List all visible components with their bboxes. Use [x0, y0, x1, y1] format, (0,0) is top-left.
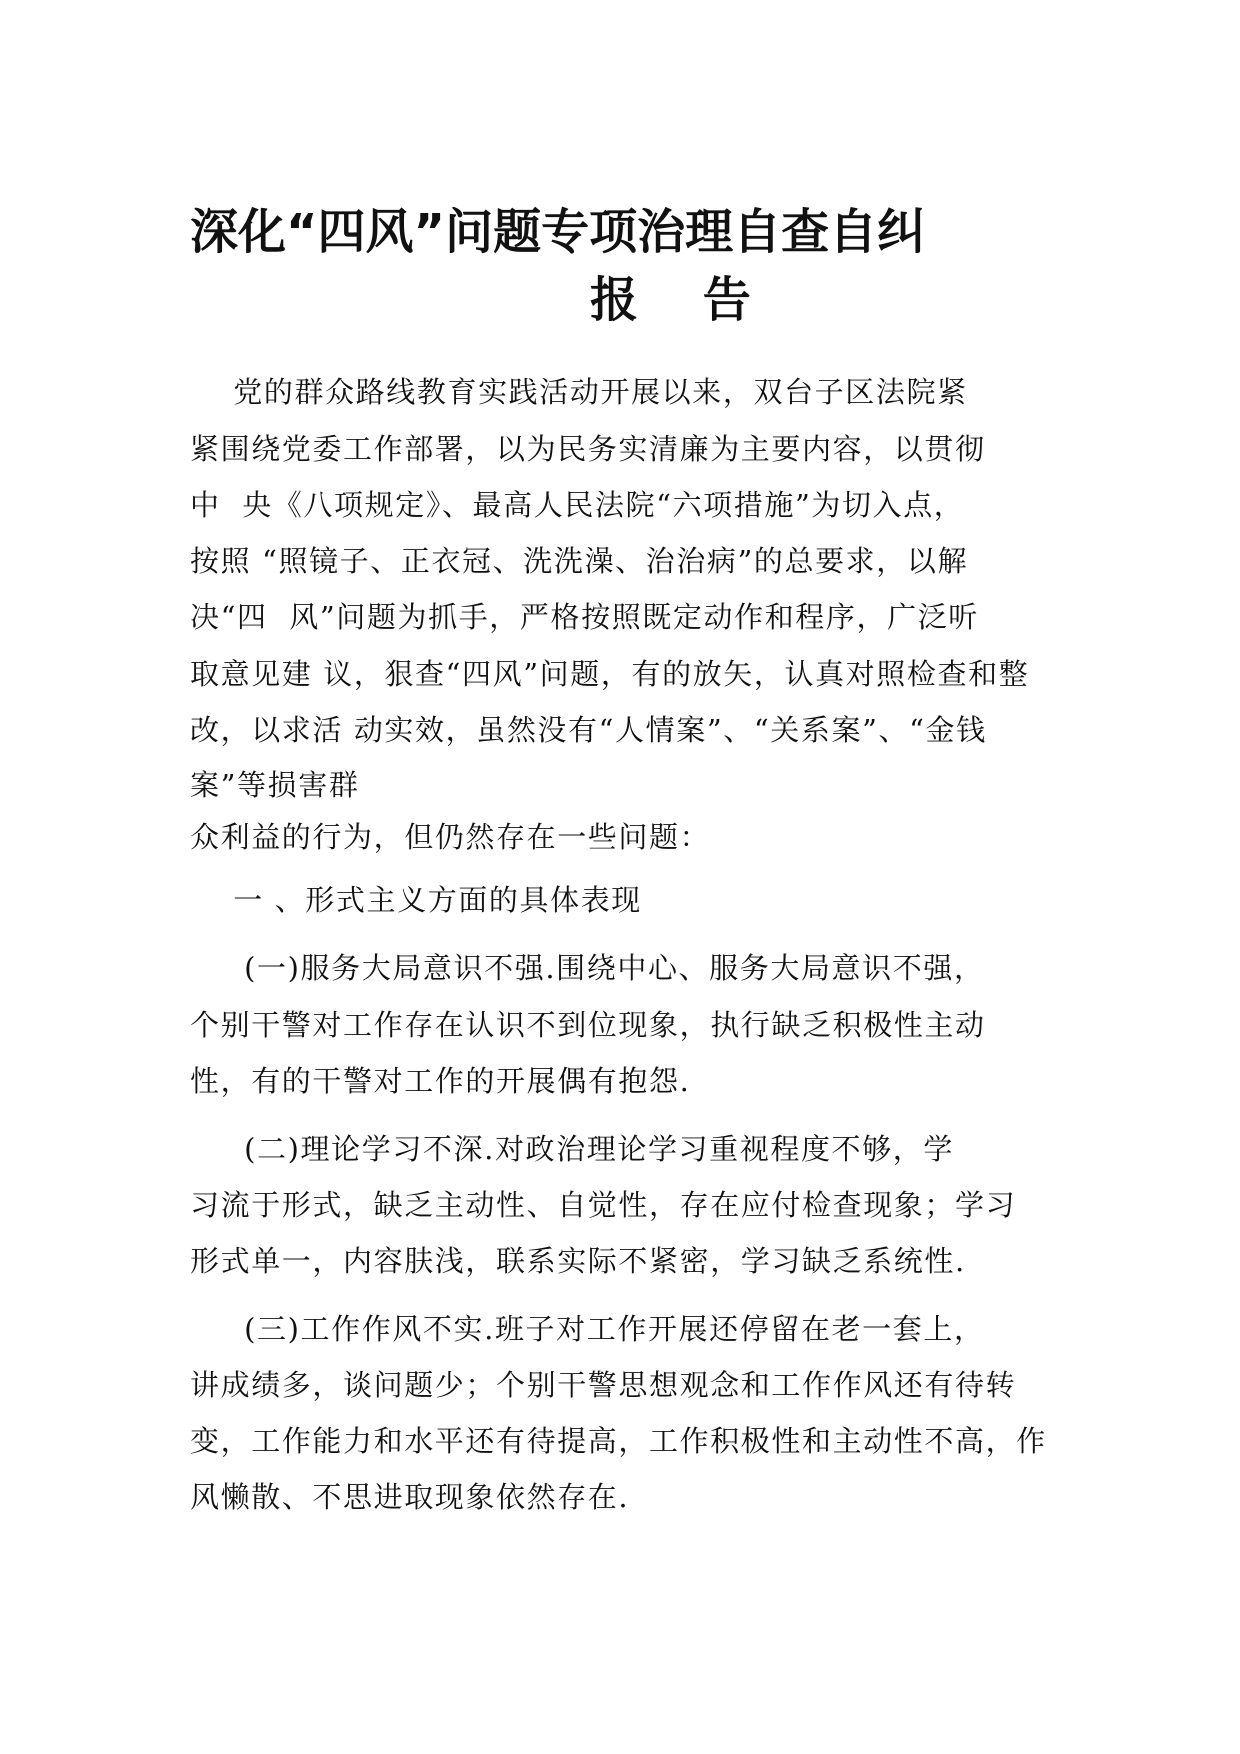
body-line: 讲成绩多，谈问题少；个别干警思想观念和工作作风还有待转: [190, 1368, 1017, 1402]
body-line: 风懒散、不思进取现象依然存在.: [190, 1480, 630, 1514]
body-line: 取意见建 议，狠查“四风”问题，有的放矢，认真对照检查和整: [190, 657, 1030, 691]
body-line: 众利益的行为，但仍然存在一些问题：: [190, 820, 711, 854]
body-line: 形式单一，内容肤浅，联系实际不紧密，学习缺乏系统性.: [190, 1244, 966, 1278]
body-line: 习流于形式，缺乏主动性、自觉性，存在应付检查现象；学习: [190, 1188, 1017, 1222]
title-line-2: 报 告: [590, 272, 775, 328]
body-line: 个别干警对工作存在认识不到位现象，执行缺乏积极性主动: [190, 1008, 986, 1042]
body-line: 改，以求活 动实效，虽然没有“人情案”、“关系案”、“金钱: [190, 713, 987, 747]
body-line: 按照 “照镜子、正衣冠、洗洗澡、治治病”的总要求，以解: [190, 544, 969, 578]
body-line: (二)理论学习不深.对政治理论学习重视程度不够，学: [190, 1132, 954, 1166]
body-line: 性，有的干警对工作的开展偶有抱怨.: [190, 1064, 691, 1098]
body-line: 变，工作能力和水平还有待提高，工作积极性和主动性不高，作: [190, 1424, 1047, 1458]
body-line: 决“四 风”问题为抓手，严格按照既定动作和程序，广泛听: [190, 600, 979, 634]
body-line: 中 央《八项规定》、最高人民法院“六项措施”为切入点，: [190, 488, 965, 522]
body-line: 党的群众路线教育实践活动开展以来，双台子区法院紧: [190, 375, 968, 409]
body-line: (三)工作作风不实.班子对工作开展还停留在老一套上，: [190, 1312, 985, 1346]
body-line: 案”等损害群: [190, 768, 360, 802]
section-heading: 一 、形式主义方面的具体表现: [190, 883, 642, 917]
title-line-1: 深化“四风”问题专项治理自查自纠: [190, 204, 926, 260]
body-line: (一)服务大局意识不强.围绕中心、服务大局意识不强，: [190, 951, 985, 985]
document-title: [190, 198, 1050, 334]
body-line: 紧围绕党委工作部署，以为民务实清廉为主要内容，以贯彻: [190, 432, 986, 466]
